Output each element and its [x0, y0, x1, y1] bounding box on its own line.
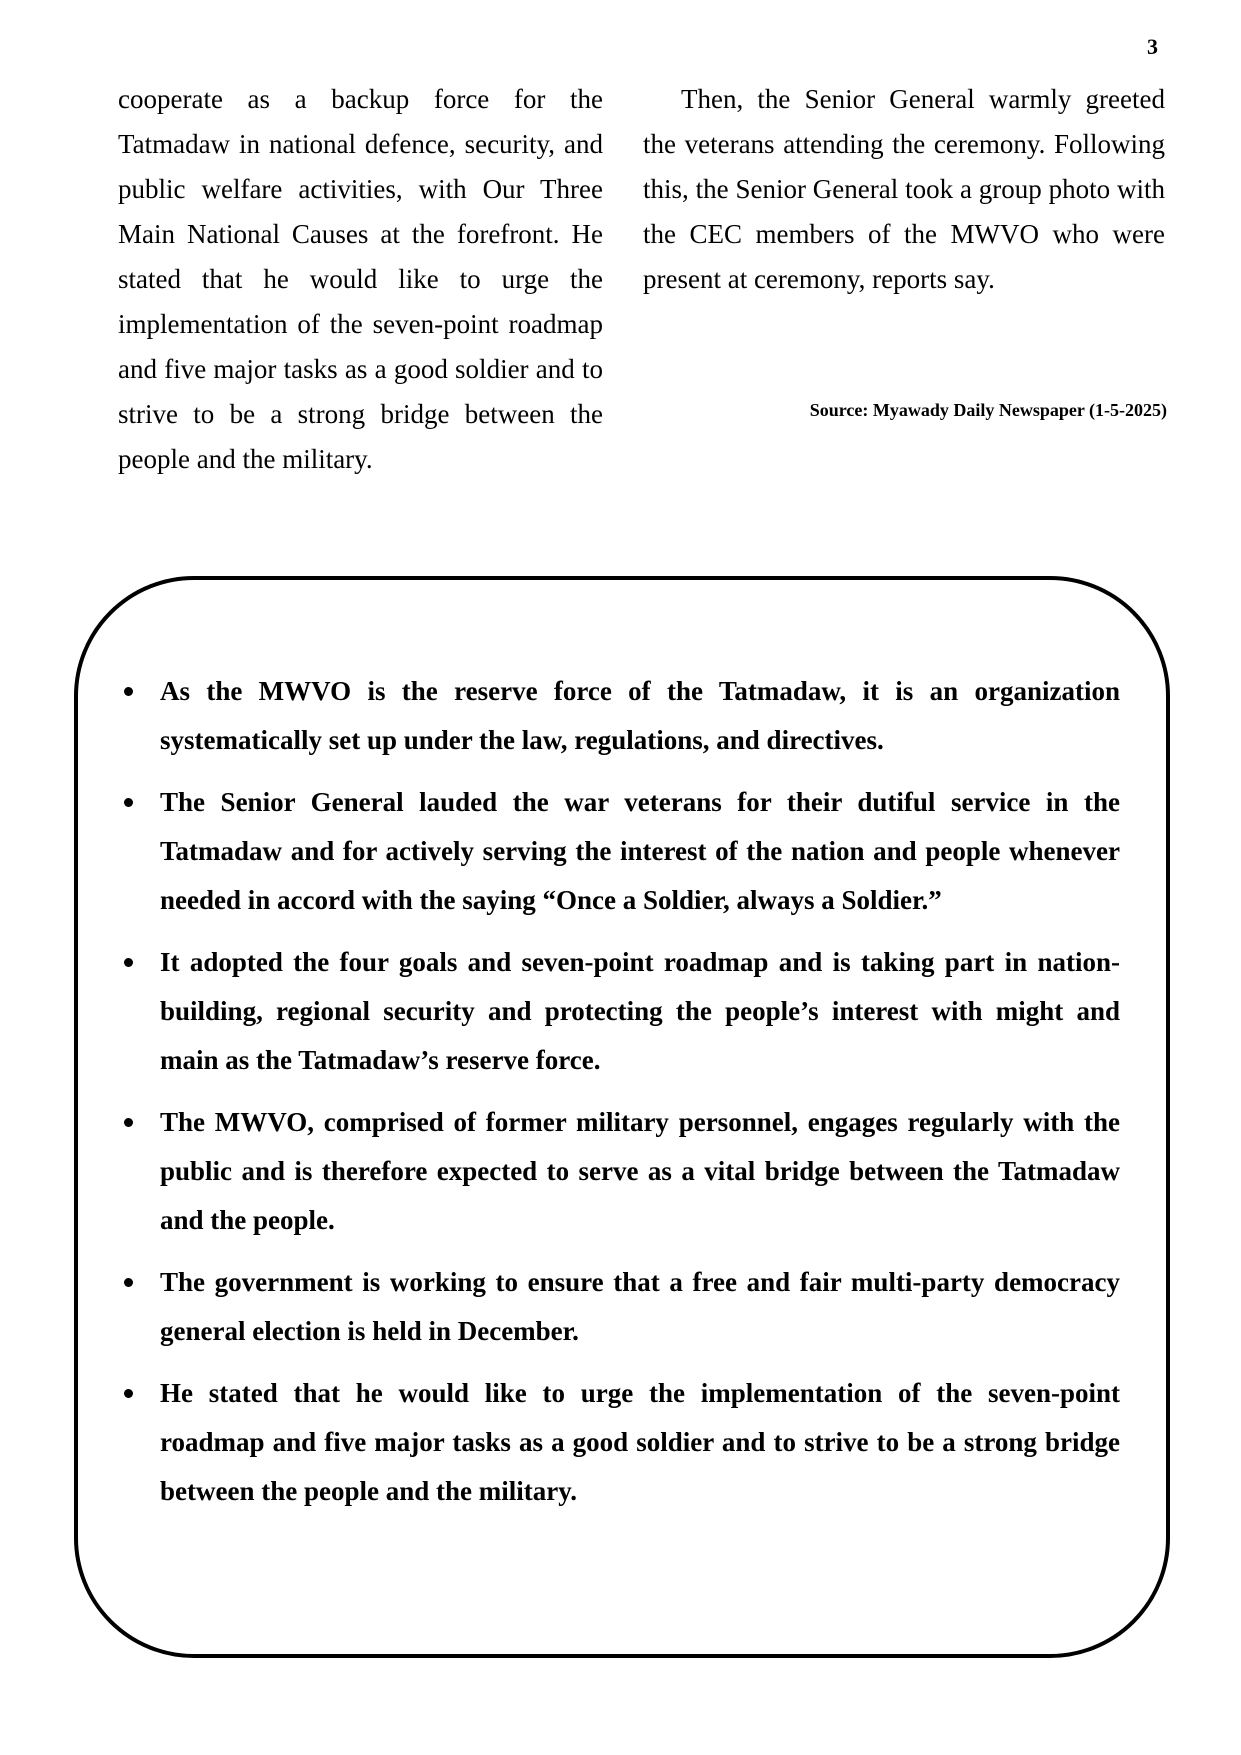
right-column: [643, 77, 1165, 302]
highlight-text: The government is working to ensure that a free and fair multi-party democracy general election is held in December.: [160, 1267, 1120, 1346]
highlights-list: [160, 667, 1120, 1529]
bullet-icon: [124, 958, 133, 967]
highlight-text: The MWVO, comprised of former military personnel, engages regularly with the public and is therefore expected to serve as a vital bridge between the Tatmadaw and the people.: [160, 1107, 1120, 1235]
left-column-paragraph: cooperate as a backup force for the Tatmadaw in national defence, security, and public welfare activities, with Our Three Main National Causes at the forefront. He stated that he would like to urge the implementation of the seven-point roadmap and five major tasks as a good soldier and to strive to be a strong bridge between the people and the military.: [118, 84, 603, 474]
right-column-paragraph: Then, the Senior General warmly greeted the veterans attending the ceremony. Following this, the Senior General took a group photo with the CEC members of the MWVO who were present at ceremony, reports say.: [643, 84, 1165, 294]
bullet-icon: [124, 1389, 133, 1398]
bullet-icon: [124, 687, 133, 696]
highlight-item: [160, 667, 1120, 765]
highlight-text: He stated that he would like to urge the implementation of the seven-point roadmap and five major tasks as a good soldier and to strive to be a strong bridge between the people and the military.: [160, 1378, 1120, 1506]
highlight-item: [160, 778, 1120, 925]
highlight-text: As the MWVO is the reserve force of the Tatmadaw, it is an organization systematically set up under the law, regulations, and directives.: [160, 676, 1120, 755]
bullet-icon: [124, 1278, 133, 1287]
page-number: 3: [1147, 34, 1158, 59]
highlight-item: [160, 938, 1120, 1085]
highlight-item: [160, 1098, 1120, 1245]
bullet-icon: [124, 1118, 133, 1127]
highlight-item: [160, 1369, 1120, 1516]
highlight-text: The Senior General lauded the war veterans for their dutiful service in the Tatmadaw and for actively serving the interest of the nation and people whenever needed in accord with the saying “Once a Soldier, always a Soldier.”: [160, 787, 1120, 915]
source-citation: Source: Myawady Daily Newspaper (1-5-2025): [809, 400, 1167, 420]
left-column: [118, 77, 603, 482]
bullet-icon: [124, 798, 133, 807]
highlight-text: It adopted the four goals and seven-point roadmap and is taking part in nation-building, regional security and protecting the people’s interest with might and main as the Tatmadaw’s reserve force.: [160, 947, 1120, 1075]
highlight-item: [160, 1258, 1120, 1356]
